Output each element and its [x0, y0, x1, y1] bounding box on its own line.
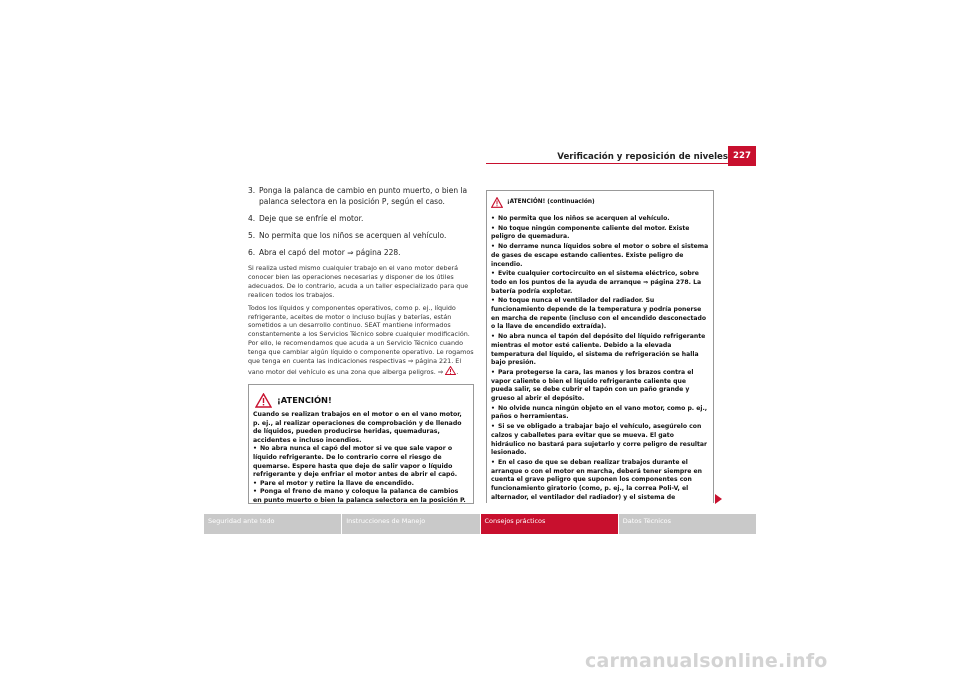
warning-icon	[445, 366, 456, 375]
warning-item: • Evite cualquier cortocircuito en el sistema eléctrico, sobre todo en los puntos de la ayuda de arranque ⇒ página 278. La batería podría explotar.	[491, 270, 702, 295]
warning-item: • En el caso de que se deban realizar trabajos durante el arranque o con el motor en marcha, deberá tener siempre en cuenta el grave peligro que suponen los componentes con funcionamiento giratorio (como, p. ej., la correa Poli-V, el alternador, el ventilador del radiador) y el sistema de	[491, 458, 702, 501]
left-column	[248, 185, 474, 381]
warning-triangle-icon	[255, 393, 272, 408]
warning-item: • Si se ve obligado a trabajar bajo el vehículo, asegúrelo con calzos y caballetes para evitar que se mueva. El gato hidráulico no bastará para sujetarlo y corre peligro de resultar lesionado.	[491, 423, 708, 457]
step-list	[248, 185, 474, 258]
continue-arrow-icon	[715, 494, 722, 504]
header-rule	[486, 163, 728, 164]
bullet-icon: •	[491, 404, 495, 412]
step-item: 3. Ponga la palanca de cambio en punto muerto, o bien la palanca selectora en la posición P, según el caso.	[248, 186, 468, 206]
bullet-icon: •	[491, 224, 495, 232]
continuation-title: ¡ATENCIÓN! (continuación)	[507, 199, 595, 205]
footer-tab-seguridad[interactable]: Seguridad ante todo	[204, 514, 341, 534]
intro-paragraph: Si realiza usted mismo cualquier trabajo en el vano motor deberá conocer bien las operaciones necesarias y disponer de los útiles adecuados. De lo contrario, acuda a un taller especializado para que realicen todos los trabajos.	[248, 264, 469, 299]
warning-triangle-icon	[491, 197, 503, 208]
warning-continuation-box	[486, 190, 714, 503]
step-item: 4. Deje que se enfríe el motor.	[248, 214, 364, 223]
warning-intro: Cuando se realizan trabajos en el motor o en el vano motor, p. ej., al realizar operaciones de comprobación y de llenado de líquidos, pueden producirse heridas, quemaduras, accidentes e incluso incendios.	[253, 411, 462, 444]
bullet-icon: •	[491, 333, 495, 341]
bullet-icon: •	[491, 368, 495, 376]
warning-item: • Para protegerse la cara, las manos y los brazos contra el vapor caliente o bien el líquido refrigerante caliente que pueda salir, se debe cubrir el tapón con un paño grande y grueso al abrir el depósito.	[491, 368, 694, 403]
bullet-icon: •	[491, 297, 495, 305]
warning-title: ¡ATENCIÓN!	[277, 395, 332, 405]
fluids-paragraph: Todos los líquidos y componentes operativos, como p. ej., líquido refrigerante, aceites de motor o incluso bujías y baterías, están sometidos a un desarrollo continuo. SEAT mantiene informados constantemente a los Servicios Técnico sobre cualquier modificación. Por ello, le recomendamos que acuda a un Servicio Técnico cuando tenga que cambiar algún líquido o componente operativo. Le rogamos que tenga en cuenta las indicaciones respectivas ⇒ página 221. El vano motor del vehículo es una zona que alberga peligros. ⇒ .	[248, 303, 474, 376]
bullet-icon: •	[253, 479, 257, 487]
bullet-icon: •	[491, 458, 495, 466]
warning-item: • Ponga el freno de mano y coloque la palanca de cambios en punto muerto o bien la palanca selectora en la posición P.	[253, 488, 466, 504]
bullet-icon: •	[253, 445, 257, 453]
step-item: 6. Abra el capó del motor ⇒ página 228.	[248, 248, 401, 257]
warning-item: • No derrame nunca líquidos sobre el motor o sobre el sistema de gases de escape estando calientes. Existe peligro de incendio.	[491, 243, 709, 268]
footer-tab-consejos[interactable]: Consejos prácticos	[481, 514, 618, 534]
warning-header	[255, 389, 469, 411]
bullet-icon: •	[491, 270, 495, 278]
step-item: 5. No permita que los niños se acerquen al vehículo.	[248, 231, 447, 240]
footer-nav	[204, 514, 756, 534]
warning-item: • Pare el motor y retire la llave de encendido.	[253, 479, 414, 487]
warning-item: • No permita que los niños se acerquen al vehículo.	[491, 215, 670, 222]
bullet-icon: •	[491, 215, 495, 222]
warning-item: • No olvide nunca ningún objeto en el vano motor, como p. ej., paños o herramientas.	[491, 404, 708, 421]
continuation-header	[491, 194, 709, 210]
footer-tab-instrucciones[interactable]: Instrucciones de Manejo	[342, 514, 479, 534]
warning-item: • No abra nunca el tapón del depósito del líquido refrigerante mientras el motor esté caliente. Debido a la elevada temperatura del líquido, el sistema de refrigeración se halla bajo presión.	[491, 333, 706, 367]
warning-item: • No toque nunca el ventilador del radiador. Su funcionamiento depende de la temperatura y podría ponerse en marcha de repente (incluso con el encendido desconectado o la llave de encendido extraída).	[491, 297, 707, 331]
bullet-icon: •	[491, 423, 495, 431]
bullet-icon: •	[253, 488, 257, 496]
page-number: 227	[728, 146, 756, 166]
footer-tab-datos[interactable]: Datos Técnicos	[619, 514, 756, 534]
warning-item: • No abra nunca el capó del motor si ve que sale vapor o líquido refrigerante. De lo contrario corre el riesgo de quemarse. Espere hasta que deje de salir vapor o líquido refrigerante y deje enfriar el motor antes de abrir el capó.	[253, 445, 458, 479]
watermark: carmanualsonline.info	[585, 650, 828, 672]
page-header-title: Verificación y reposición de niveles	[557, 152, 728, 162]
bullet-icon: •	[491, 243, 495, 251]
warning-item: • No toque ningún componente caliente del motor. Existe peligro de quemadura.	[491, 224, 690, 241]
warning-box	[248, 384, 474, 504]
